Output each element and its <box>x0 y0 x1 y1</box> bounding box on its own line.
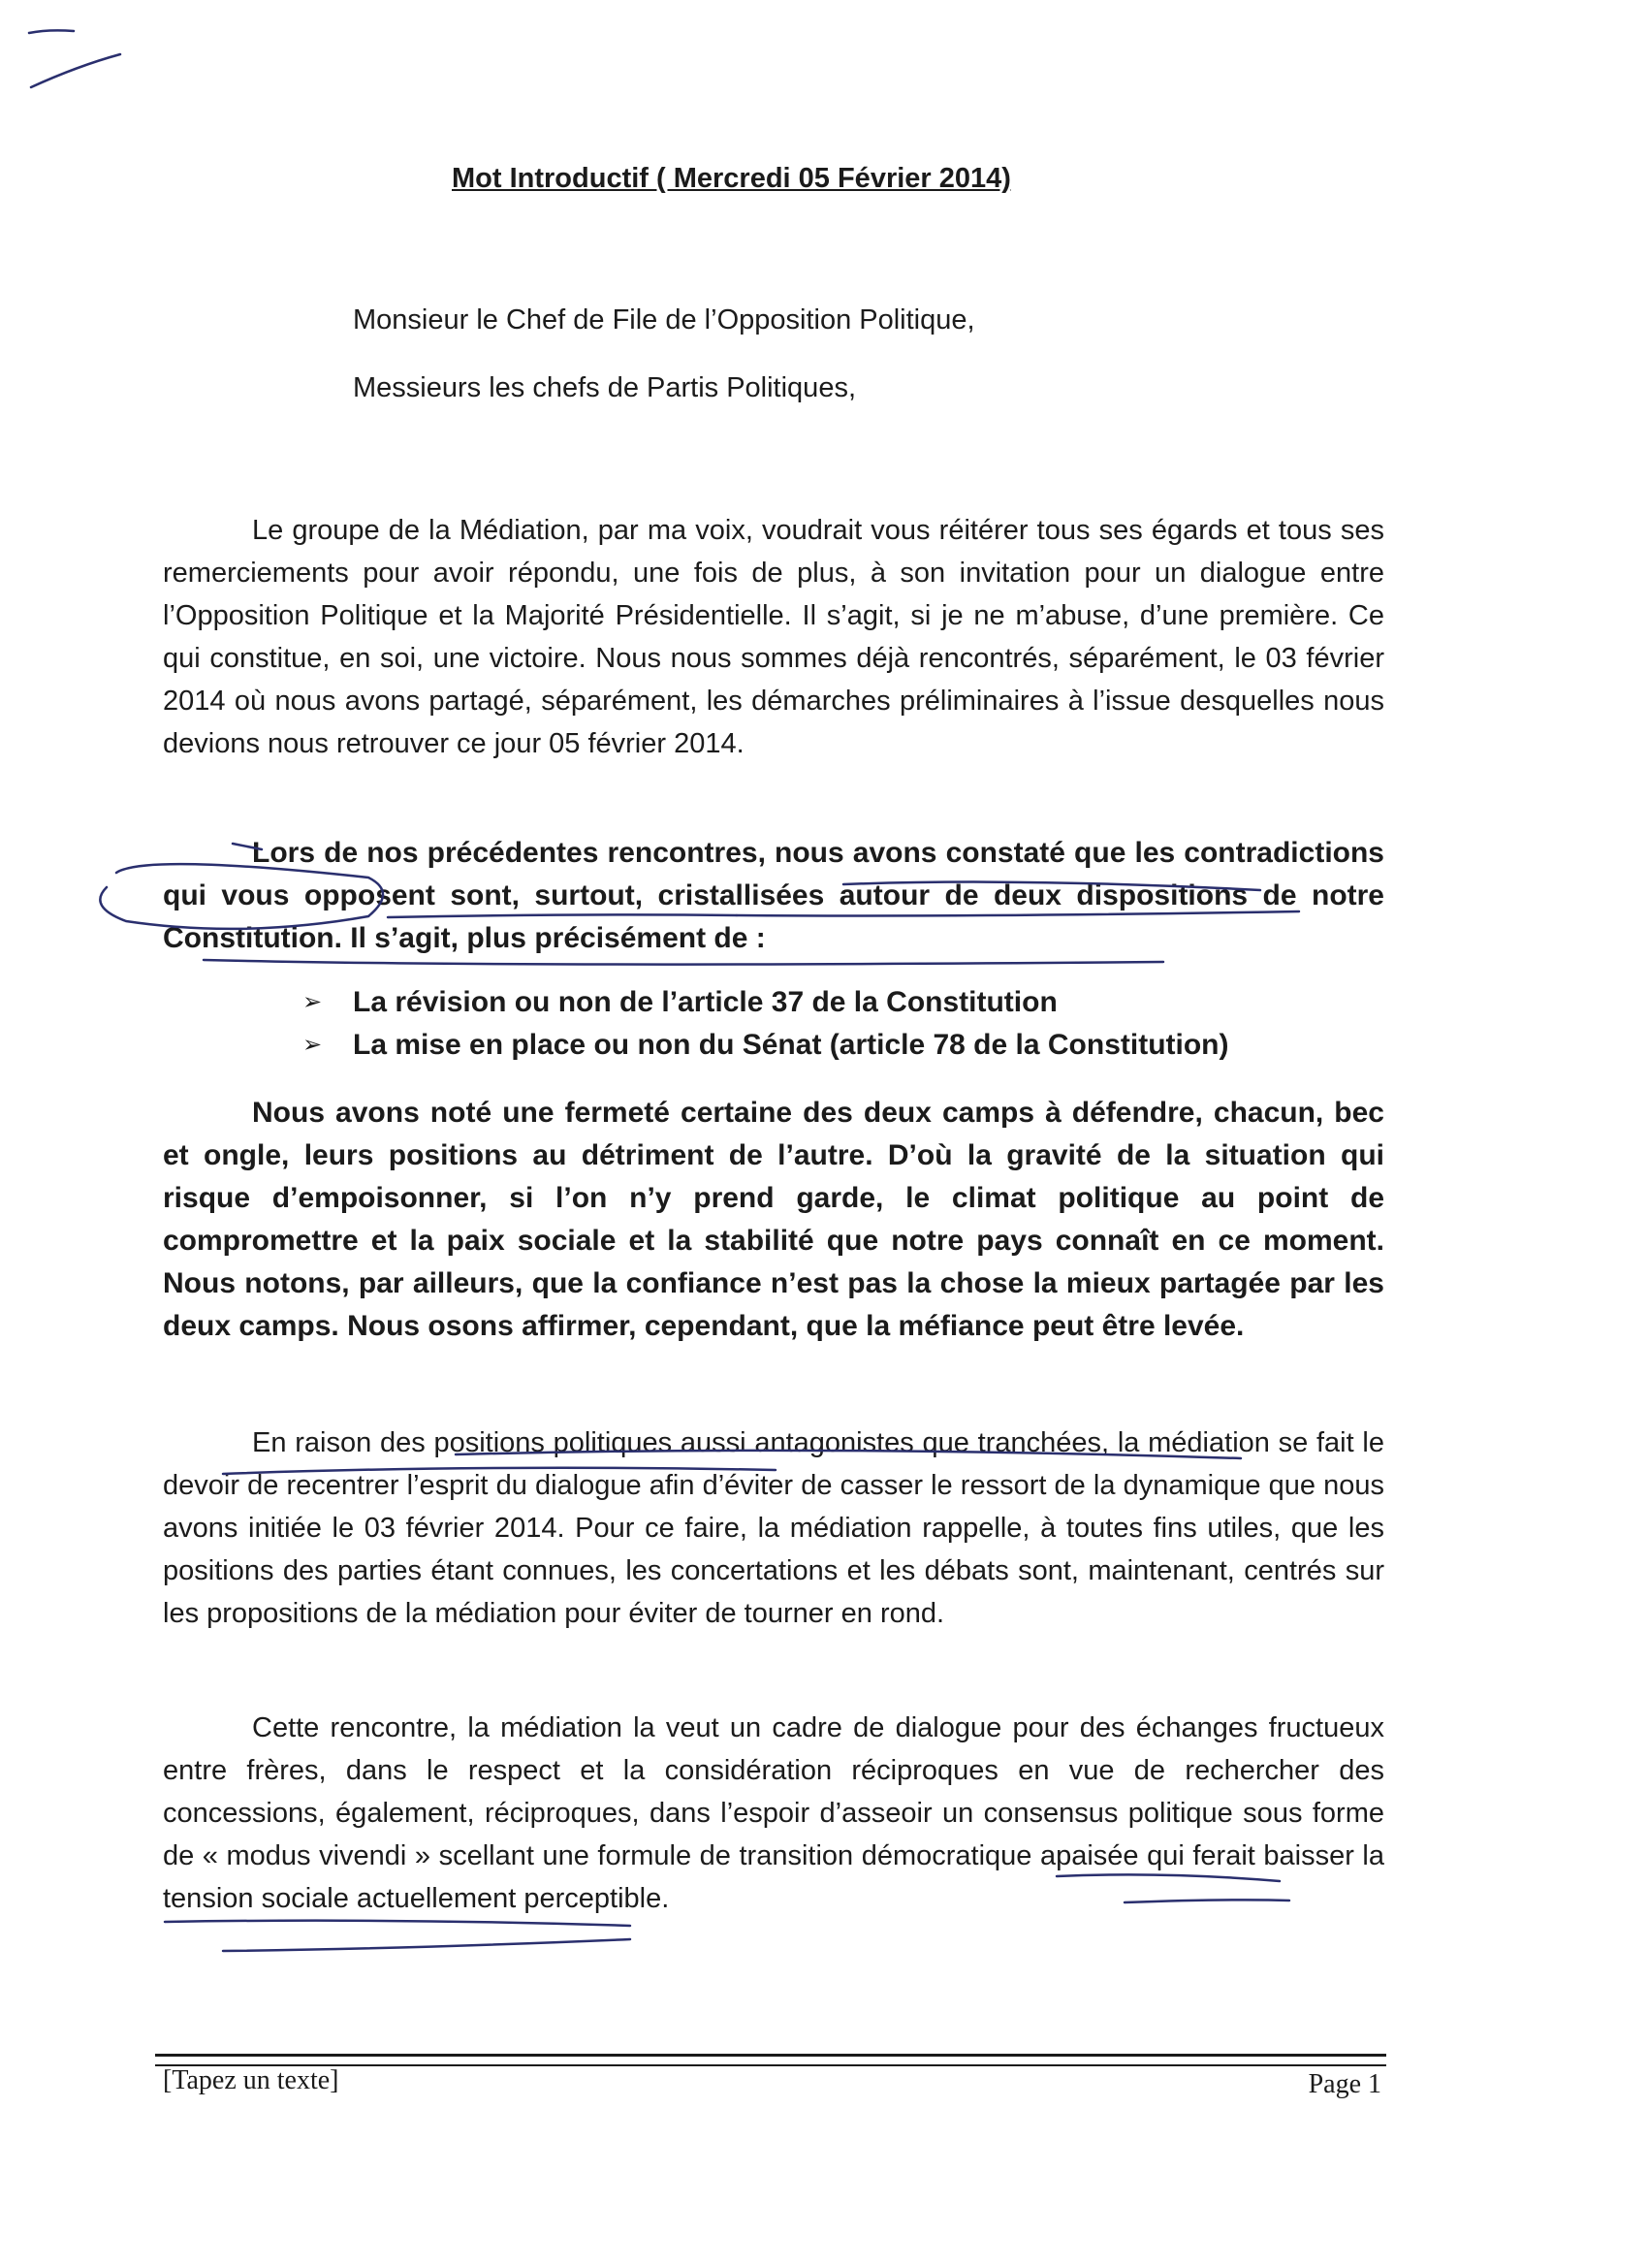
document-title: Mot Introductif ( Mercredi 05 Février 2014) <box>452 163 1011 194</box>
pen-underline <box>165 1921 630 1926</box>
paragraph-meeting: Cette rencontre, la médiation la veut un cadre de dialogue pour des échanges fructueux entre frères, dans le respect et la considération réciproques en vue de rechercher des concessions, également, réciproques, dans l’espoir d’asseoir un consensus politique sous forme de « modus vivendi » scellant une formule de transition démocratique apaisée qui ferait baisser la tension sociale actuellement perceptible. <box>163 1712 1384 1914</box>
pen-stroke <box>29 30 74 33</box>
footer-placeholder-text: [Tapez un texte] <box>163 2065 339 2095</box>
pen-stroke <box>31 54 120 87</box>
salutation-party-chiefs: Messieurs les chefs de Partis Politiques, <box>353 372 856 403</box>
pen-underline <box>223 1939 630 1951</box>
arrow-bullet-icon: ➢ <box>302 989 323 1015</box>
bullet-text: La révision ou non de l’article 37 de la Constitution <box>353 986 1058 1018</box>
pen-underline <box>204 960 1163 965</box>
bullet-text: La mise en place ou non du Sénat (article 78 de la Constitution) <box>353 1029 1229 1061</box>
paragraph-mediation: En raison des positions politiques aussi antagonistes que tranchées, la médiation se fait le devoir de recentrer l’esprit du dialogue afin d’éviter de casser le ressort de la dynamique que nous avons initiée le 03 février 2014. Pour ce faire, la médiation rappelle, à toutes fins utiles, que les positions des parties étant connues, les concertations et les débats sont, maintenant, centrés sur les propositions de la médiation pour éviter de tourner en rond. <box>163 1427 1384 1629</box>
paragraph-contradictions: Lors de nos précédentes rencontres, nous avons constaté que les contradictions qui vous opposent sont, surtout, cristallisées autour de deux dispositions de notre Constitution. Il s’agit, plus précisément de : <box>163 837 1384 954</box>
salutation-opposition-leader: Monsieur le Chef de File de l’Opposition Politique, <box>353 304 975 335</box>
bullet-list <box>302 981 1229 1067</box>
footer-rule <box>155 2054 1386 2066</box>
paragraph-firmness: Nous avons noté une fermeté certaine des deux camps à défendre, chacun, bec et ongle, leurs positions au détriment de l’autre. D’où la gravité de la situation qui risque d’empoisonner, si l’on n’y prend garde, le climat politique au point de compromettre et la paix sociale et la stabilité que notre pays connaît en ce moment. Nous notons, par ailleurs, que la confiance n’est pas la chose la mieux partagée par les deux camps. Nous osons affirmer, cependant, que la méfiance peut être levée. <box>163 1097 1384 1342</box>
bullet-item-senate <box>302 1024 1229 1067</box>
page-number: Page 1 <box>1308 2069 1381 2099</box>
arrow-bullet-icon: ➢ <box>302 1032 323 1058</box>
paragraph-intro: Le groupe de la Médiation, par ma voix, voudrait vous réitérer tous ses égards et tous ses remerciements pour avoir répondu, une fois de plus, à son invitation pour un dialogue entre l’Opposition Politique et la Majorité Présidentielle. Il s’agit, si je ne m’abuse, d’une première. Ce qui constitue, en soi, une victoire. Nous nous sommes déjà rencontrés, séparément, le 03 février 2014 où nous avons partagé, séparément, les démarches préliminaires à l’issue desquelles nous devions nous retrouver ce jour 05 février 2014. <box>163 515 1384 759</box>
bullet-item-article-37 <box>302 981 1229 1024</box>
